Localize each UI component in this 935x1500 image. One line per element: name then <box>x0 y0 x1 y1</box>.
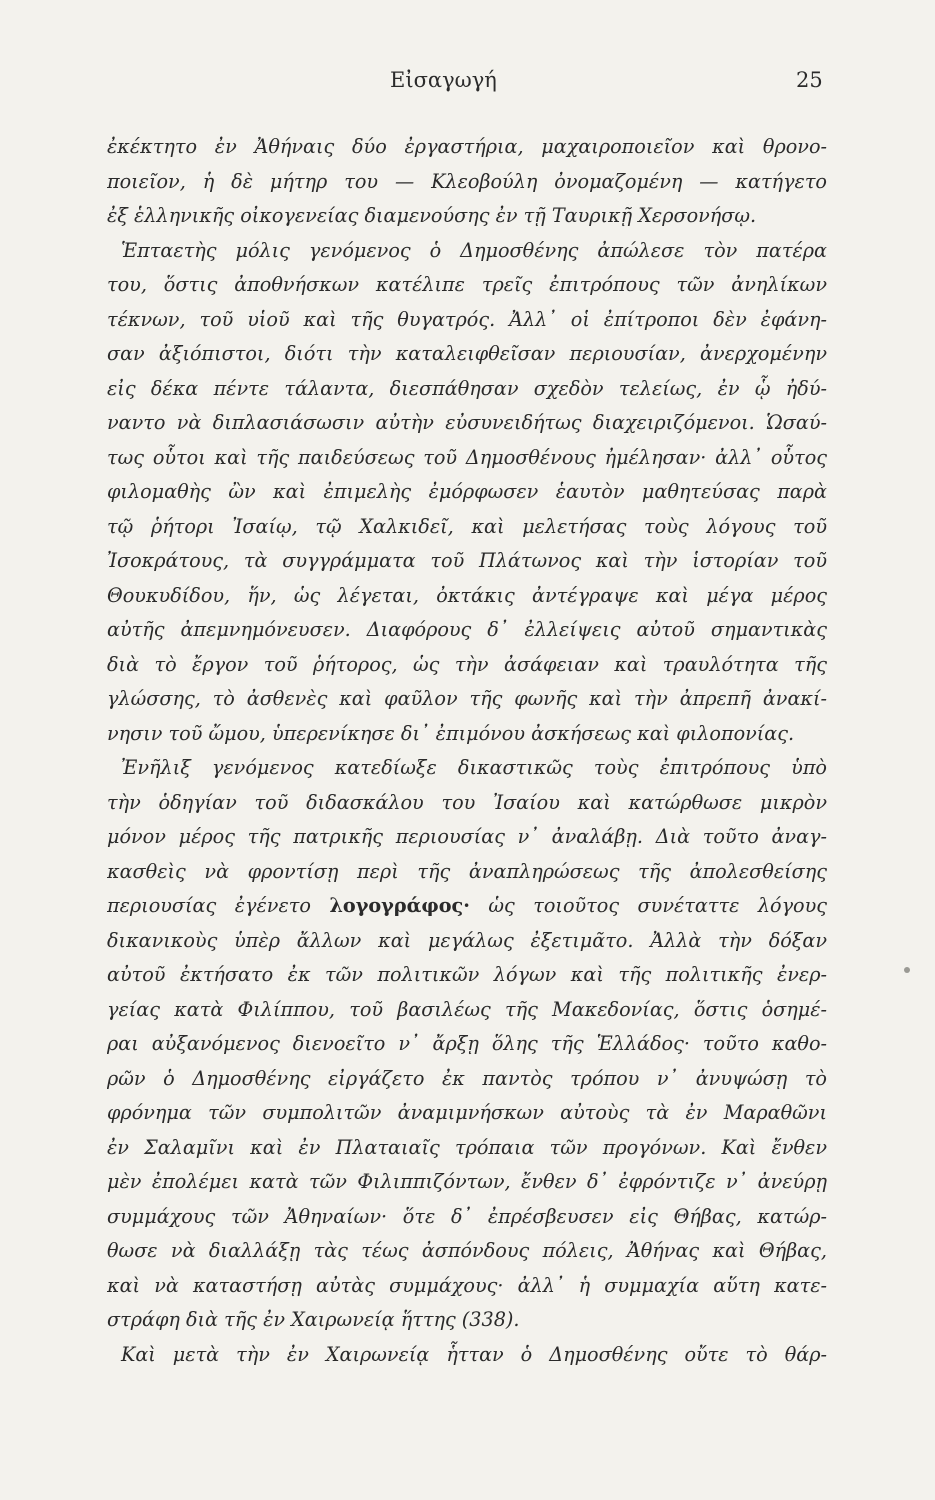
text-line: μόνον μέρος τῆς πατρικῆς περιουσίας ν᾽ ἀναλάβῃ. Διὰ τοῦτο ἀναγ- <box>107 825 827 848</box>
text-line: Ἐνῆλιξ γενόμενος κατεδίωξε δικαστικῶς τοὺς ἐπιτρόπους ὑπὸ <box>121 756 827 779</box>
text-line: στράφη διὰ τῆς ἐν Χαιρωνείᾳ ἥττης (338). <box>107 1308 520 1331</box>
page-number: 25 <box>796 68 823 92</box>
text-line: τῷ ῥήτορι Ἰσαίῳ, τῷ Χαλκιδεῖ, καὶ μελετήσας τοὺς λόγους τοῦ <box>107 514 827 538</box>
text-line: αὐτοῦ ἐκτήσατο ἐκ τῶν πολιτικῶν λόγων καὶ τῆς πολιτικῆς ἐνερ- <box>107 963 827 986</box>
text-line: εἰς δέκα πέντε τάλαντα, διεσπάθησαν σχεδὸν τελείως, ἐν ᾧ ἠδύ- <box>107 376 827 400</box>
text-line: Θουκυδίδου, ἥν, ὡς λέγεται, ὀκτάκις ἀντέγραψε καὶ μέγα μέρος <box>107 583 827 607</box>
text-line <box>107 889 827 924</box>
text-line: φρόνημα τῶν συμπολιτῶν ἀναμιμνήσκων αὐτοὺς τὰ ἐν Μαραθῶνι <box>107 1101 827 1124</box>
text-line: ἐν Σαλαμῖνι καὶ ἐν Πλαταιαῖς τρόπαια τῶν προγόνων. Καὶ ἔνθεν <box>107 1135 827 1159</box>
text-line: ρῶν ὁ Δημοσθένης εἰργάζετο ἐκ παντὸς τρόπου ν᾽ ἀνυψώσῃ τὸ <box>107 1066 827 1090</box>
text-line: ἐξ ἑλληνικῆς οἰκογενείας διαμενούσης ἐν τῇ Ταυρικῇ Χερσονήσῳ. <box>107 204 757 227</box>
paper-speck <box>904 967 910 973</box>
text-line: δικανικοὺς ὑπὲρ ἄλλων καὶ μεγάλως ἐξετιμᾶτο. Ἀλλὰ τὴν δόξαν <box>107 928 827 952</box>
emphasized-term: λογογράφος· <box>329 894 470 917</box>
text-line: σαν ἀξιόπιστοι, διότι τὴν καταλειφθεῖσαν περιουσίαν, ἀνερχομένην <box>107 342 827 365</box>
text-line: γλώσσης, τὸ ἀσθενὲς καὶ φαῦλον τῆς φωνῆς καὶ τὴν ἀπρεπῆ ἀνακί- <box>107 687 827 710</box>
running-title: Εἰσαγωγή <box>390 68 497 92</box>
text-line: γείας κατὰ Φιλίππου, τοῦ βασιλέως τῆς Μακεδονίας, ὅστις ὁσημέ- <box>107 997 827 1021</box>
text-line: τὴν ὁδηγίαν τοῦ διδασκάλου του Ἰσαίου καὶ κατώρθωσε μικρὸν <box>107 790 827 814</box>
running-head <box>0 68 935 100</box>
text-line: Ἑπταετὴς μόλις γενόμενος ὁ Δημοσθένης ἀπώλεσε τὸν πατέρα <box>121 238 827 262</box>
text-line: ποιεῖον, ἡ δὲ μήτηρ του — Κλεοβούλη ὀνομαζομένη — κατήγετο <box>107 169 827 193</box>
text-line: του, ὅστις ἀποθνήσκων κατέλιπε τρεῖς ἐπιτρόπους τῶν ἀνηλίκων <box>107 273 827 296</box>
text-line: θωσε νὰ διαλλάξῃ τὰς τέως ἀσπόνδους πόλεις, Ἀθήνας καὶ Θήβας, <box>107 1239 827 1262</box>
text-line: Καὶ μετὰ τὴν ἐν Χαιρωνείᾳ ἧτταν ὁ Δημοσθένης οὔτε τὸ θάρ- <box>121 1342 827 1366</box>
text-segment: περιουσίας ἐγένετο <box>107 894 311 917</box>
text-line: τέκνων, τοῦ υἱοῦ καὶ τῆς θυγατρός. Ἀλλ᾽ οἱ ἐπίτροποι δὲν ἐφάνη- <box>107 307 827 331</box>
text-line: ραι αὐξανόμενος διενοεῖτο ν᾽ ἄρξῃ ὅλης τῆς Ἑλλάδος· τοῦτο καθο- <box>107 1032 827 1055</box>
text-line: μὲν ἐπολέμει κατὰ τῶν Φιλιππιζόντων, ἔνθεν δ᾽ ἐφρόντιζε ν᾽ ἀνεύρῃ <box>107 1170 827 1193</box>
text-line: ἐκέκτητο ἐν Ἀθήναις δύο ἐργαστήρια, μαχαιροποιεῖον καὶ θρονο- <box>107 135 827 158</box>
text-line: φιλομαθὴς ὢν καὶ ἐπιμελὴς ἐμόρφωσεν ἑαυτὸν μαθητεύσας παρὰ <box>107 480 827 503</box>
body-text <box>107 130 827 1372</box>
text-line: Ἰσοκράτους, τὰ συγγράμματα τοῦ Πλάτωνος καὶ τὴν ἱστορίαν τοῦ <box>107 549 827 572</box>
text-line: συμμάχους τῶν Ἀθηναίων· ὅτε δ᾽ ἐπρέσβευσεν εἰς Θήβας, κατώρ- <box>107 1204 827 1228</box>
text-line: κασθεὶς νὰ φροντίσῃ περὶ τῆς ἀναπληρώσεως τῆς ἀπολεσθείσης <box>107 859 827 883</box>
text-line: καὶ νὰ καταστήσῃ αὐτὰς συμμάχους· ἀλλ᾽ ἡ συμμαχία αὕτη κατε- <box>107 1273 827 1297</box>
text-line: τως οὗτοι καὶ τῆς παιδεύσεως τοῦ Δημοσθένους ἠμέλησαν· ἀλλ᾽ οὗτος <box>107 445 827 469</box>
text-segment: ὡς τοιοῦτος συνέταττε λόγους <box>488 894 827 917</box>
text-line: ναντο νὰ διπλασιάσωσιν αὐτὴν εὐσυνειδήτως διαχειριζόμενοι. Ὡσαύ- <box>107 411 827 434</box>
text-line: αὐτῆς ἀπεμνημόνευσεν. Διαφόρους δ᾽ ἐλλείψεις αὐτοῦ σημαντικὰς <box>107 618 827 641</box>
text-line: νησιν τοῦ ὤμου, ὑπερενίκησε δι᾽ ἐπιμόνου ἀσκήσεως καὶ φιλοπονίας. <box>107 721 795 745</box>
text-line: διὰ τὸ ἔργον τοῦ ῥήτορος, ὡς τὴν ἀσάφειαν καὶ τραυλότητα τῆς <box>107 652 827 676</box>
